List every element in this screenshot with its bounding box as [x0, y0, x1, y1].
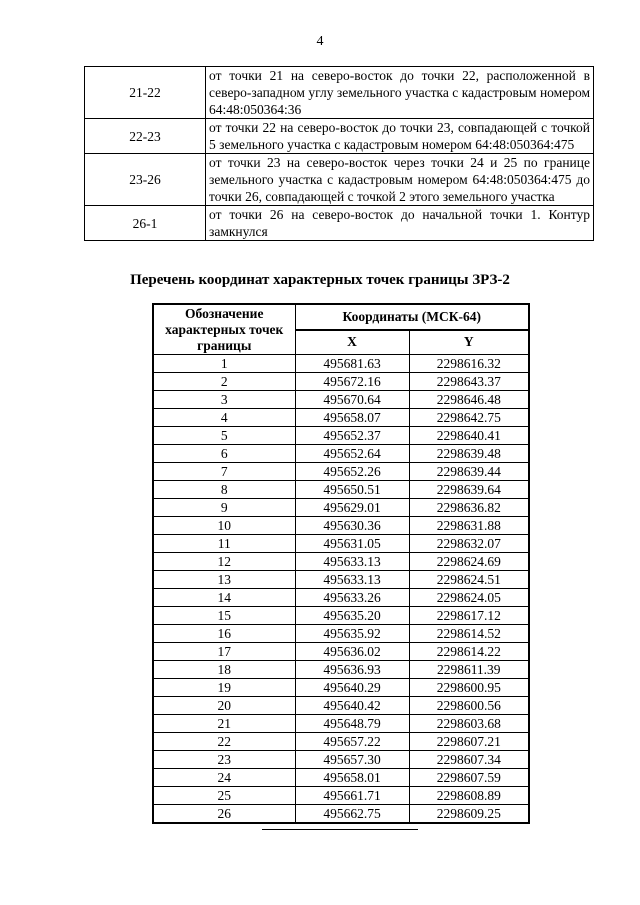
coordinate-y: 2298607.34: [409, 751, 529, 769]
table-row: [153, 409, 529, 427]
point-number: 17: [153, 643, 295, 661]
table-row: [153, 499, 529, 517]
footer-rule: [262, 829, 418, 830]
table-row: [153, 517, 529, 535]
coordinate-y: 2298614.22: [409, 643, 529, 661]
coordinate-x: 495630.36: [295, 517, 409, 535]
table-row: [153, 553, 529, 571]
point-number: 6: [153, 445, 295, 463]
table-row: [153, 355, 529, 373]
coordinate-y: 2298609.25: [409, 805, 529, 824]
coordinate-y: 2298607.21: [409, 733, 529, 751]
coordinate-y: 2298632.07: [409, 535, 529, 553]
coordinate-x: 495635.92: [295, 625, 409, 643]
table-row: [153, 571, 529, 589]
point-number: 15: [153, 607, 295, 625]
coordinate-x: 495640.29: [295, 679, 409, 697]
header-x: X: [295, 330, 409, 355]
boundary-row: [85, 206, 594, 241]
point-number: 18: [153, 661, 295, 679]
coordinate-x: 495636.93: [295, 661, 409, 679]
segment-description: от точки 23 на северо-восток через точки 24 и 25 по границе земельного участка с кадастровым номером 64:48:050364:475 до точки 26, совпадающей с точкой 2 этого земельного участка: [206, 154, 594, 206]
header-y: Y: [409, 330, 529, 355]
boundary-row: [85, 154, 594, 206]
coordinate-x: 495658.01: [295, 769, 409, 787]
coordinate-x: 495652.37: [295, 427, 409, 445]
table-row: [153, 661, 529, 679]
header-coordinates: Координаты (МСК-64): [295, 304, 529, 330]
coordinate-y: 2298643.37: [409, 373, 529, 391]
boundary-table-body: [85, 67, 594, 241]
page-number: 4: [316, 34, 324, 49]
point-number: 7: [153, 463, 295, 481]
coordinate-y: 2298603.68: [409, 715, 529, 733]
coordinate-y: 2298608.89: [409, 787, 529, 805]
coordinate-x: 495658.07: [295, 409, 409, 427]
coordinate-x: 495650.51: [295, 481, 409, 499]
coordinate-x: 495635.20: [295, 607, 409, 625]
table-row: [153, 697, 529, 715]
point-number: 23: [153, 751, 295, 769]
segment-description: от точки 22 на северо-восток до точки 23, совпадающей с точкой 5 земельного участка с кадастровым номером 64:48:050364:475: [206, 119, 594, 154]
table-row: [153, 535, 529, 553]
point-number: 21: [153, 715, 295, 733]
segment-label: 26-1: [85, 206, 206, 241]
coordinate-x: 495681.63: [295, 355, 409, 373]
coordinate-y: 2298639.44: [409, 463, 529, 481]
table-row: [153, 751, 529, 769]
point-number: 13: [153, 571, 295, 589]
coordinate-x: 495640.42: [295, 697, 409, 715]
point-number: 26: [153, 805, 295, 824]
coordinate-x: 495661.71: [295, 787, 409, 805]
segment-label: 23-26: [85, 154, 206, 206]
boundary-row: [85, 119, 594, 154]
point-number: 5: [153, 427, 295, 445]
table-row: [153, 481, 529, 499]
table-row: [153, 715, 529, 733]
point-number: 8: [153, 481, 295, 499]
coordinate-x: 495633.26: [295, 589, 409, 607]
point-number: 9: [153, 499, 295, 517]
point-number: 11: [153, 535, 295, 553]
table-row: [153, 607, 529, 625]
coordinate-x: 495648.79: [295, 715, 409, 733]
coordinate-x: 495670.64: [295, 391, 409, 409]
coordinate-x: 495657.30: [295, 751, 409, 769]
coordinates-table: [152, 303, 530, 824]
table-row: [153, 427, 529, 445]
coordinate-y: 2298631.88: [409, 517, 529, 535]
coordinate-y: 2298614.52: [409, 625, 529, 643]
coordinate-y: 2298624.51: [409, 571, 529, 589]
table-row: [153, 625, 529, 643]
table-row: [153, 805, 529, 824]
coordinate-x: 495636.02: [295, 643, 409, 661]
coordinates-table-body: [153, 355, 529, 824]
coordinate-x: 495652.64: [295, 445, 409, 463]
point-number: 14: [153, 589, 295, 607]
table-row: [153, 733, 529, 751]
coordinate-x: 495652.26: [295, 463, 409, 481]
coordinate-y: 2298624.05: [409, 589, 529, 607]
table-row: [153, 787, 529, 805]
point-number: 1: [153, 355, 295, 373]
coordinate-y: 2298636.82: [409, 499, 529, 517]
point-number: 2: [153, 373, 295, 391]
coordinate-y: 2298640.41: [409, 427, 529, 445]
coordinate-y: 2298639.64: [409, 481, 529, 499]
coordinate-x: 495657.22: [295, 733, 409, 751]
segment-description: от точки 26 на северо-восток до начальной точки 1. Контур замкнулся: [206, 206, 594, 241]
coordinate-x: 495672.16: [295, 373, 409, 391]
header-point-designation: Обозначение характерных точек границы: [153, 304, 295, 355]
segment-label: 22-23: [85, 119, 206, 154]
coordinate-x: 495633.13: [295, 571, 409, 589]
coordinate-y: 2298616.32: [409, 355, 529, 373]
point-number: 4: [153, 409, 295, 427]
point-number: 10: [153, 517, 295, 535]
segment-description: от точки 21 на северо-восток до точки 22, расположенной в северо-западном углу земельного участка с кадастровым номером 64:48:050364:36: [206, 67, 594, 119]
coordinate-x: 495633.13: [295, 553, 409, 571]
point-number: 25: [153, 787, 295, 805]
table-row: [153, 463, 529, 481]
point-number: 24: [153, 769, 295, 787]
point-number: 19: [153, 679, 295, 697]
point-number: 3: [153, 391, 295, 409]
boundary-description-table: [84, 66, 594, 241]
coordinate-y: 2298607.59: [409, 769, 529, 787]
coordinate-y: 2298600.95: [409, 679, 529, 697]
coordinate-y: 2298617.12: [409, 607, 529, 625]
coordinate-x: 495631.05: [295, 535, 409, 553]
segment-label: 21-22: [85, 67, 206, 119]
point-number: 20: [153, 697, 295, 715]
coordinate-y: 2298600.56: [409, 697, 529, 715]
point-number: 12: [153, 553, 295, 571]
point-number: 16: [153, 625, 295, 643]
coordinate-y: 2298624.69: [409, 553, 529, 571]
table-row: [153, 679, 529, 697]
coordinate-x: 495662.75: [295, 805, 409, 824]
table-row: [153, 643, 529, 661]
table-row: [153, 391, 529, 409]
coordinate-y: 2298639.48: [409, 445, 529, 463]
table-row: [153, 445, 529, 463]
coordinate-y: 2298642.75: [409, 409, 529, 427]
coordinate-y: 2298646.48: [409, 391, 529, 409]
point-number: 22: [153, 733, 295, 751]
boundary-row: [85, 67, 594, 119]
table-row: [153, 373, 529, 391]
coordinate-y: 2298611.39: [409, 661, 529, 679]
coordinates-title: Перечень координат характерных точек границы ЗРЗ-2: [130, 272, 510, 288]
coordinate-x: 495629.01: [295, 499, 409, 517]
table-row: [153, 589, 529, 607]
table-row: [153, 769, 529, 787]
